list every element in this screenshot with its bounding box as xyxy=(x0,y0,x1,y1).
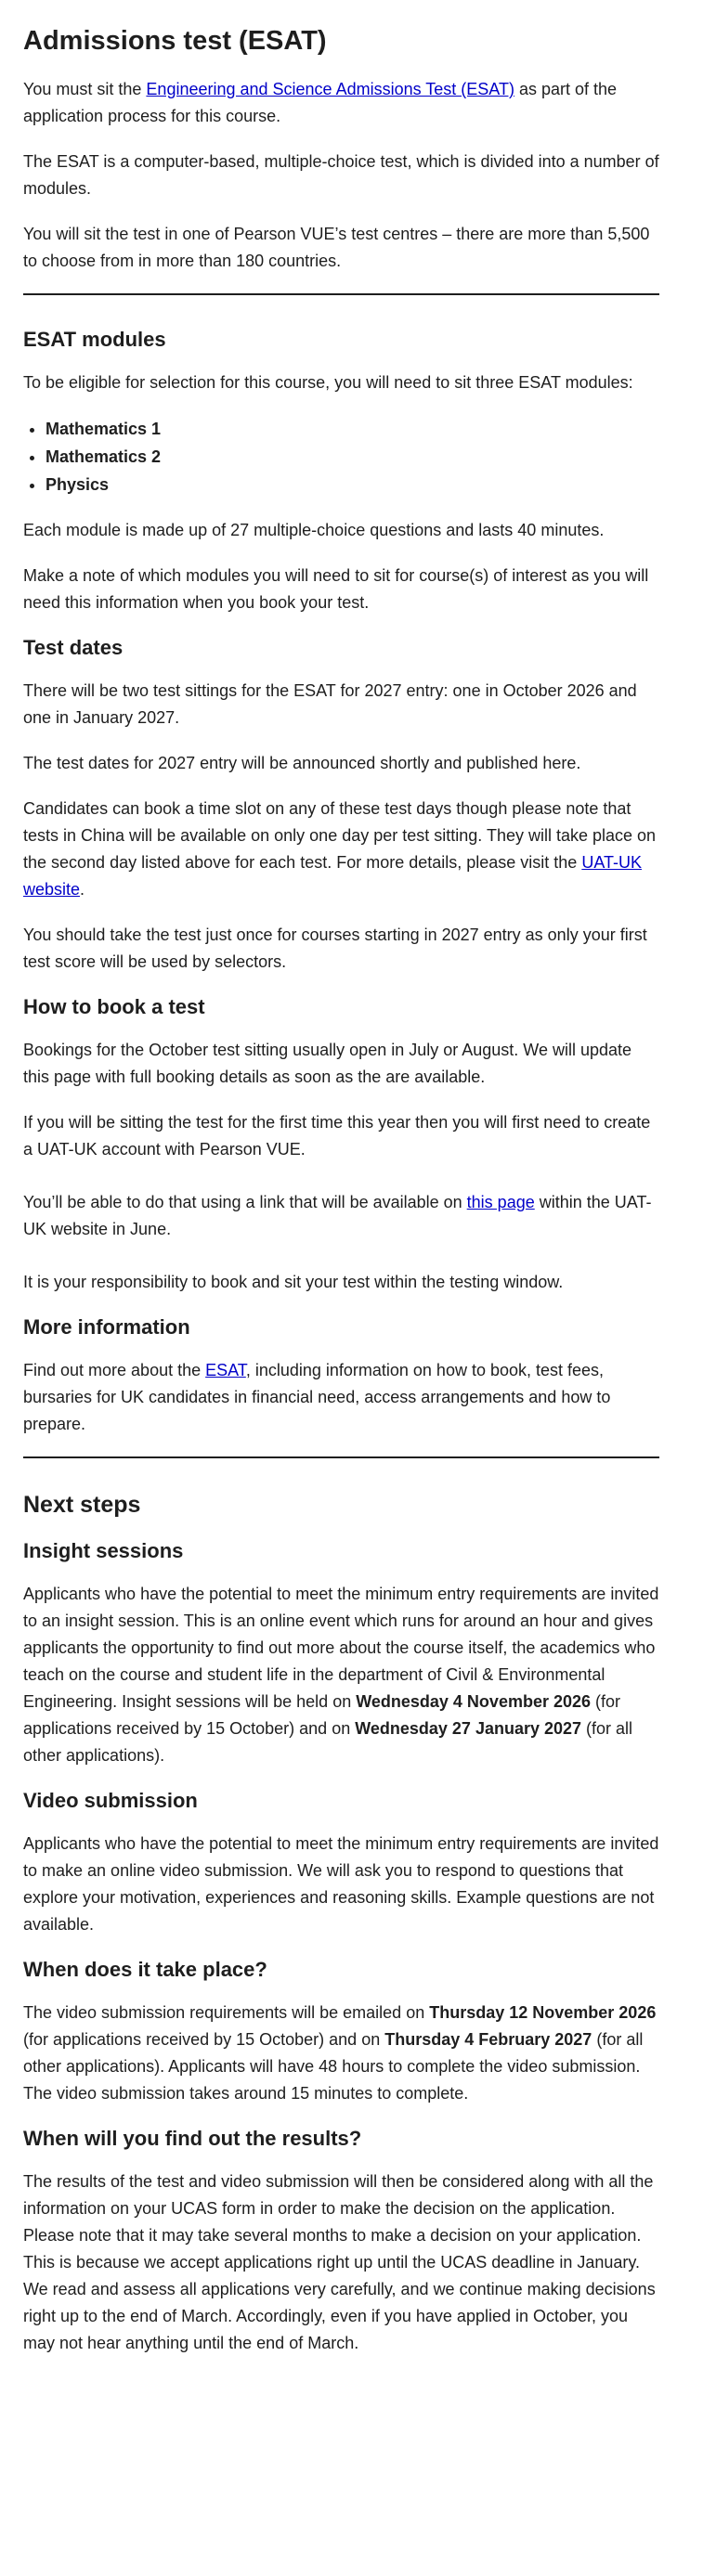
admissions-test-heading: Admissions test (ESAT) xyxy=(23,26,327,56)
account-link-text-before: You’ll be able to do that using a link that will be available on xyxy=(23,1193,467,1211)
create-account-paragraph: If you will be sitting the test for the first time this year then you will first need to create a UAT-UK account with Pearson VUE. xyxy=(23,1113,651,1159)
when-text-2: (for applications received by 15 October) and on xyxy=(23,2030,385,2049)
module-item-mathematics-1: • Mathematics 1 xyxy=(46,415,659,443)
test-sittings-paragraph: There will be two test sittings for the ESAT for 2027 entry: one in October 2026 and one in January 2027. xyxy=(23,681,637,727)
when-does-it-take-place-heading: When does it take place? xyxy=(23,1958,267,1981)
video-timing-paragraph xyxy=(23,2000,659,2107)
admissions-intro-paragraph xyxy=(23,76,659,130)
results-heading: When will you find out the results? xyxy=(23,2127,362,2150)
insight-text-2: (for applications received by 15 October) and on xyxy=(23,1692,621,1738)
insight-text-1: Applicants who have the potential to meet the minimum entry requirements are invited to an insight session. This is an online event which runs for around an hour and gives applicants the opportunity to find out more about the course itself, the academics who teach on the course and student life in the department of Civil & Environmental Engineering. Insight sessions will be held on xyxy=(23,1585,659,1711)
insight-date-2: Wednesday 27 January 2027 xyxy=(355,1719,582,1738)
when-text-3: (for all other applications). Applicants will have 48 hours to complete the video submission. The video submission takes around 15 minutes to complete. xyxy=(23,2030,644,2103)
bookings-open-paragraph: Bookings for the October test sitting usually open in July or August. We will update this page with full booking details as soon as the are available. xyxy=(23,1041,632,1086)
module-note-paragraph: Make a note of which modules you will need to sit for course(s) of interest as you will need this information when you book your test. xyxy=(23,566,649,612)
modules-list xyxy=(23,415,659,498)
single-attempt-paragraph: You should take the test just once for courses starting in 2027 entry as only your first test score will be used by selectors. xyxy=(23,926,647,971)
more-information-heading: More information xyxy=(23,1315,190,1339)
module-item-physics: • Physics xyxy=(46,471,659,498)
test-dates-announcement-paragraph: The test dates for 2027 entry will be announced shortly and published here. xyxy=(23,754,581,772)
insight-sessions-paragraph xyxy=(23,1581,659,1769)
video-submission-paragraph: Applicants who have the potential to meet the minimum entry requirements are invited to make an online video submission. We will ask you to respond to questions that explore your motivation, experiences and reasoning skills. Example questions are not available. xyxy=(23,1834,659,1934)
time-slot-paragraph xyxy=(23,796,659,903)
admissions-intro-text-before: You must sit the xyxy=(23,80,147,98)
when-date-2: Thursday 4 February 2027 xyxy=(384,2030,592,2049)
more-information-paragraph xyxy=(23,1357,659,1438)
account-link-text-after: within the UAT-UK website in June. xyxy=(23,1193,652,1238)
how-to-book-heading: How to book a test xyxy=(23,995,205,1018)
more-info-text-after: , including information on how to book, test fees, bursaries for UK candidates in financial need, access arrangements and how to prepare. xyxy=(23,1361,611,1433)
section-divider xyxy=(23,293,659,295)
test-dates-heading: Test dates xyxy=(23,636,124,659)
section-divider xyxy=(23,1456,659,1458)
when-date-1: Thursday 12 November 2026 xyxy=(429,2003,657,2022)
insight-text-3: (for all other applications). xyxy=(23,1719,633,1765)
insight-sessions-heading: Insight sessions xyxy=(23,1539,184,1562)
test-centres-paragraph: You will sit the test in one of Pearson VUE’s test centres – there are more than 5,500 to choose from in more than 180 countries. xyxy=(23,225,650,270)
when-text-1: The video submission requirements will be emailed on xyxy=(23,2003,430,2022)
module-item-mathematics-2: • Mathematics 2 xyxy=(46,443,659,471)
responsibility-paragraph: It is your responsibility to book and sit your test within the testing window. xyxy=(23,1273,564,1291)
results-paragraph: The results of the test and video submission will then be considered along with all the information on your UCAS form in order to make the decision on the application. Please note that it may take several months to make a decision on your application. This is because we accept applications right up until the UCAS deadline in January. We read and assess all applications very carefully, and we continue making decisions right up to the end of March. Accordingly, even if you have applied in October, you may not hear anything until the end of March. xyxy=(23,2172,656,2352)
account-link-paragraph xyxy=(23,1189,659,1243)
time-slot-text-before: Candidates can book a time slot on any of these test days though please note that tests in China will be available on only one day per test sitting. They will take place on the second day listed above for each test. For more details, please visit the xyxy=(23,799,657,872)
esat-modules-heading: ESAT modules xyxy=(23,328,166,351)
this-page-link[interactable]: this page xyxy=(466,1193,535,1211)
time-slot-text-after: . xyxy=(80,880,85,899)
admissions-intro-text-after: as part of the application process for this course. xyxy=(23,80,618,125)
more-info-text-before: Find out more about the xyxy=(23,1361,206,1379)
video-submission-heading: Video submission xyxy=(23,1789,198,1812)
esat-description-paragraph: The ESAT is a computer-based, multiple-choice test, which is divided into a number of modules. xyxy=(23,152,659,198)
uat-uk-website-link[interactable]: UAT-UK website xyxy=(23,853,642,899)
modules-intro-paragraph: To be eligible for selection for this course, you will need to sit three ESAT modules: xyxy=(23,373,633,392)
esat-full-name-link[interactable]: Engineering and Science Admissions Test (ESAT) xyxy=(146,80,514,98)
esat-link[interactable]: ESAT xyxy=(205,1361,246,1379)
insight-date-1: Wednesday 4 November 2026 xyxy=(356,1692,592,1711)
next-steps-heading: Next steps xyxy=(23,1492,141,1518)
module-length-paragraph: Each module is made up of 27 multiple-choice questions and lasts 40 minutes. xyxy=(23,521,605,539)
